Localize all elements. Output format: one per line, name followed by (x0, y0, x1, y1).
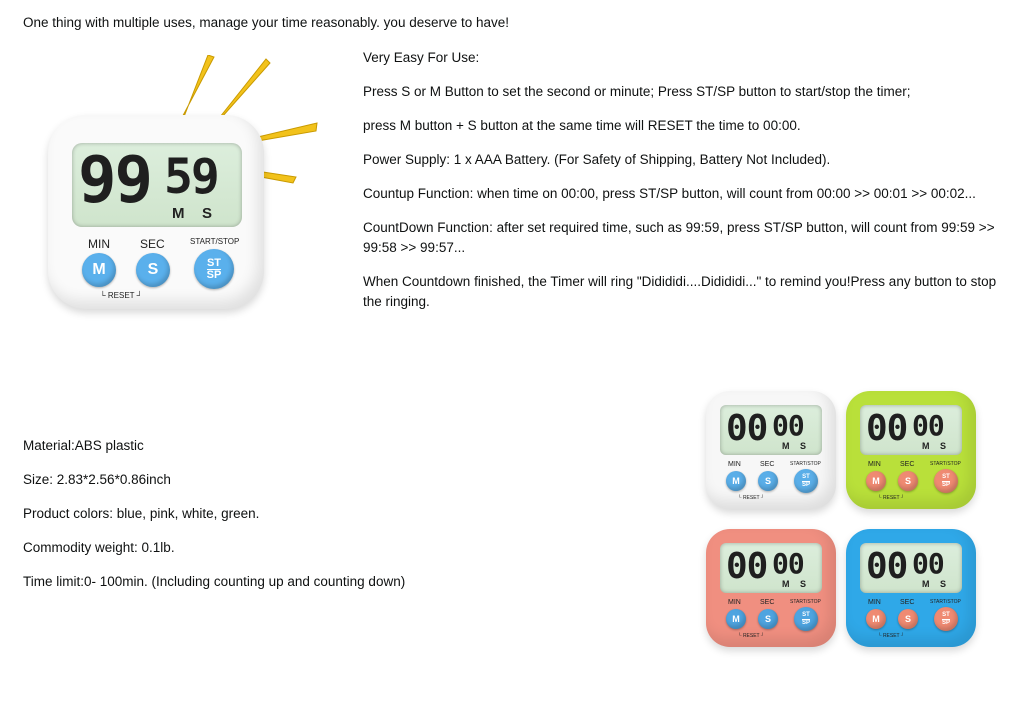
variant-reset-text: RESET (882, 495, 900, 501)
feature-line: press M button + S button at the same time will RESET the time to 00:00. (363, 118, 801, 133)
variant-minutes: 00 (866, 546, 908, 587)
variant-s-label: S (764, 614, 771, 624)
spec-line: Time limit:0- 100min. (Including counting up and counting down) (23, 574, 406, 589)
variant-minutes: 00 (726, 546, 768, 587)
variant-min-label: MIN (728, 599, 741, 606)
variant-min-label: MIN (868, 599, 881, 606)
feature-line: CountDown Function: after set required time, such as 99:59, press ST/SP button, will count from 99:59 >> 99:58 >> 99:57... (363, 220, 995, 255)
seconds-display: 59 (164, 149, 218, 205)
variant-s-label: S (764, 476, 771, 486)
variant-reset-text: RESET (742, 495, 760, 501)
variant-lcd (860, 543, 962, 593)
variant-st-label: ST (942, 611, 950, 618)
sec-label: SEC (140, 237, 165, 251)
variant-sp-label: SP (941, 619, 950, 626)
variant-startstop-label: START/STOP (790, 599, 821, 605)
variant-m-label: M (872, 614, 880, 624)
variant-startstop-button (794, 607, 818, 631)
hero-timer-image (40, 55, 320, 315)
color-variants-image (700, 385, 990, 655)
variant-second-button (898, 471, 918, 491)
variant-lcd (720, 543, 822, 593)
spec-line: Material:ABS plastic (23, 438, 144, 453)
feature-line: Power Supply: 1 x AAA Battery. (For Safety of Shipping, Battery Not Included). (363, 152, 831, 167)
spec-line: Size: 2.83*2.56*0.86inch (23, 472, 171, 487)
variant-reset-text: RESET (742, 633, 760, 639)
variant-m-unit: M (782, 441, 790, 451)
variant-startstop-button (934, 469, 958, 493)
variant-second-button (758, 609, 778, 629)
variant-minute-button (866, 609, 886, 629)
variant-s-unit: S (940, 441, 947, 451)
variant-m-unit: M (922, 441, 930, 451)
variant-startstop-label: START/STOP (930, 461, 961, 467)
variant-s-unit: S (800, 441, 807, 451)
variant-minute-button (726, 471, 746, 491)
reset-text: RESET (107, 291, 135, 300)
reset-label: └ RESET ┘ (100, 291, 143, 300)
variant-s-unit: S (800, 579, 807, 589)
spec-list (23, 436, 463, 606)
variant-body (846, 529, 976, 647)
min-label: MIN (88, 237, 110, 251)
feature-list (363, 48, 1003, 326)
minute-button (82, 253, 116, 287)
variant-s-unit: S (940, 579, 947, 589)
variant-st-label: ST (802, 611, 810, 618)
spec-line: Product colors: blue, pink, white, green. (23, 506, 260, 521)
st-label: ST (206, 256, 222, 269)
variant-startstop-button (794, 469, 818, 493)
feature-line: When Countdown finished, the Timer will ring "Didididi....Didididi..." to remind you!Press any button to stop the ringing. (363, 274, 997, 309)
variant-st-label: ST (802, 473, 810, 480)
minutes-display: 99 (78, 144, 152, 218)
variant-minutes: 00 (726, 408, 768, 449)
variant-reset-label: └ RESET ┘ (878, 633, 905, 639)
lcd-screen (72, 143, 242, 227)
variant-sec-label: SEC (900, 599, 915, 606)
variant-minutes: 00 (866, 408, 908, 449)
minute-button-label: M (92, 261, 106, 278)
variant-seconds: 00 (912, 547, 944, 580)
variant-reset-text: RESET (882, 633, 900, 639)
variant-sec-label: SEC (760, 599, 775, 606)
startstop-button (194, 249, 234, 289)
variant-seconds: 00 (772, 547, 804, 580)
variant-sec-label: SEC (760, 461, 775, 468)
variant-second-button (758, 471, 778, 491)
variant-startstop-button (934, 607, 958, 631)
second-unit: S (202, 205, 213, 222)
variant-reset-label: └ RESET ┘ (738, 495, 765, 501)
second-button-label: S (147, 261, 159, 278)
minute-unit: M (172, 205, 185, 222)
variant-lcd (720, 405, 822, 455)
startstop-label: START/STOP (190, 237, 240, 246)
sp-label: SP (206, 268, 222, 281)
variant-seconds: 00 (772, 409, 804, 442)
variant-seconds: 00 (912, 409, 944, 442)
variant-m-unit: M (922, 579, 930, 589)
feature-line: Press S or M Button to set the second or minute; Press ST/SP button to start/stop the timer; (363, 84, 911, 99)
feature-line: Countup Function: when time on 00:00, press ST/SP button, will count from 00:00 >> 00:01 >> 00:02... (363, 186, 976, 201)
variant-reset-label: └ RESET ┘ (738, 633, 765, 639)
variant-m-label: M (732, 614, 740, 624)
variant-s-label: S (904, 476, 911, 486)
variant-m-unit: M (782, 579, 790, 589)
variant-minute-button (726, 609, 746, 629)
second-button (136, 253, 170, 287)
variant-m-label: M (732, 476, 740, 486)
variant-second-button (898, 609, 918, 629)
variant-minute-button (866, 471, 886, 491)
variant-lcd (860, 405, 962, 455)
timer-body (48, 115, 264, 309)
variant-min-label: MIN (868, 461, 881, 468)
variant-st-label: ST (942, 473, 950, 480)
variant-min-label: MIN (728, 461, 741, 468)
spec-line: Commodity weight: 0.1lb. (23, 540, 175, 555)
intro-text: One thing with multiple uses, manage your time reasonably. you deserve to have! (23, 15, 510, 30)
variant-body (706, 529, 836, 647)
feature-line: Very Easy For Use: (363, 50, 480, 65)
variant-sp-label: SP (941, 481, 950, 488)
variant-reset-label: └ RESET ┘ (878, 495, 905, 501)
variant-sp-label: SP (801, 481, 810, 488)
variant-sec-label: SEC (900, 461, 915, 468)
variant-body (846, 391, 976, 509)
variant-m-label: M (872, 476, 880, 486)
variant-body (706, 391, 836, 509)
variant-startstop-label: START/STOP (930, 599, 961, 605)
variant-sp-label: SP (801, 619, 810, 626)
variant-s-label: S (904, 614, 911, 624)
variant-startstop-label: START/STOP (790, 461, 821, 467)
